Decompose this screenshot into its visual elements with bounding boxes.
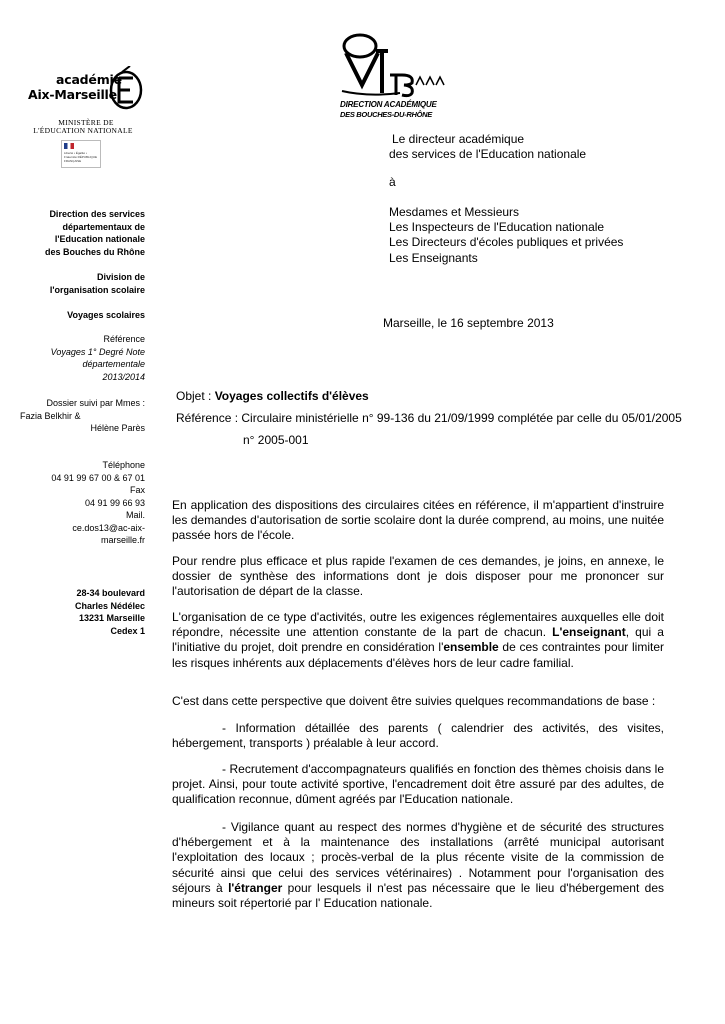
da13-logo [338, 33, 453, 123]
bullet-vigilance-part1: - Vigilance quant au respect des normes d'hygiène et de sécurité des structures d'hébergement et à la maintenance des installations (arrêté municipal autorisant l'exploitation des locaux ; procès-verbal de la plus récente visite de la commission de sécurité ainsi que celui des services vétérinaires) . Notamment pour l'organisation des séjours à [172, 820, 664, 895]
ministere-line1: MINISTÈRE DE [58, 118, 114, 127]
academie-logo-line1: académie [56, 72, 122, 87]
paragraph-1: En application des dispositions des circulaires citées en référence, il m'appartient d'instruire les demandes d'autorisation de sortie scolaire dont la durée comprend, au moins, une nuitée passée hors de l'école. [172, 498, 664, 543]
sidebar-voyages: Voyages scolaires [67, 310, 145, 320]
sender-block [389, 132, 586, 162]
sidebar-reference-line3: 2013/2014 [102, 371, 145, 382]
sidebar-mail-label: Mail. [125, 510, 145, 520]
academie-e-emblem-icon [108, 66, 144, 110]
objet-line [176, 389, 369, 403]
a-word: à [389, 175, 396, 189]
republique-text: Liberté • Égalité • Fraternité RÉPUBLIQUE FRANÇAISE [64, 151, 98, 163]
sidebar-service-line1: Direction des services [49, 209, 145, 219]
da13-logo-line2: DES BOUCHES-DU-RHÔNE [340, 110, 432, 119]
paragraph-3 [172, 610, 664, 671]
sidebar-division [20, 271, 145, 296]
sidebar-address-line4: Cedex 1 [110, 625, 145, 636]
bullet-recrutement: - Recrutement d'accompagnateurs qualifiés en fonction des thèmes choisis dans le projet. Ainsi, pour toute activité sportive, l'encadrement doit être assuré par des adultes, de qualification reconnue, dûment agréés par l'Education nationale. [172, 762, 664, 807]
bullet-information: - Information détaillée des parents ( calendrier des activités, des visites, hébergement, transports ) préalable à leur accord. [172, 721, 664, 751]
sidebar-service-line2: départementaux de [62, 221, 145, 232]
republique-logo [61, 140, 101, 168]
academie-logo [28, 60, 148, 170]
sidebar-dossier-line1: Dossier suivi par Mmes : [46, 398, 145, 408]
recipients-line3: Les Directeurs d'écoles publiques et privées [389, 235, 624, 250]
sidebar-dossier [20, 397, 145, 435]
sidebar-address-line3: 13231 Marseille [78, 613, 145, 623]
recipients-line1: Mesdames et Messieurs [389, 205, 520, 219]
sidebar-reference-label: Référence [103, 334, 145, 344]
bullet-vigilance-part2: pour lesquels il n'est pas nécessaire que le lieu d'hébergement des mineurs soit répertorié par l' Education nationale. [172, 880, 664, 911]
bullet-vigilance [172, 820, 664, 911]
reference-line: Référence : Circulaire ministérielle n° 99-136 du 21/09/1999 complétée par celle du 05/01/2005 [176, 411, 682, 425]
sidebar-address [20, 587, 145, 637]
republique-flag-icon [64, 143, 74, 149]
letter-date: Marseille, le 16 septembre 2013 [383, 316, 554, 330]
sidebar-dossier-line3: Hélène Parès [90, 423, 145, 433]
objet-value: Voyages collectifs d'élèves [214, 389, 369, 403]
sidebar-fax: 04 91 99 66 93 [84, 497, 145, 508]
recipients-line4: Les Enseignants [389, 250, 478, 265]
paragraph-3-ensemble: ensemble [443, 640, 499, 655]
ministere-line2: L'ÉDUCATION NATIONALE [33, 126, 133, 135]
sidebar-division-line1: Division de [96, 272, 145, 282]
recipients-block [389, 205, 623, 266]
sidebar-reference [20, 333, 145, 383]
sidebar-tel: 04 91 99 67 00 & 67 01 [51, 472, 145, 483]
sidebar-address-line1: 28-34 boulevard [76, 588, 145, 598]
objet-label: Objet : [176, 389, 215, 403]
paragraph-3-part2: , qui a l'initiative du projet, doit prendre en considération l' [172, 625, 664, 655]
sidebar-service [20, 208, 145, 258]
bullet-vigilance-etranger: l'étranger [228, 880, 283, 895]
sidebar-tel-label: Téléphone [102, 460, 145, 470]
sidebar-reference-line2: départementale [82, 359, 145, 369]
sidebar-service-line3: l'Education nationale [54, 234, 145, 244]
sidebar-mail-line1: ce.dos13@ac-aix- [72, 522, 145, 533]
sidebar-service-line4: des Bouches du Rhône [44, 246, 145, 257]
sender-line1: Le directeur académique [392, 132, 525, 146]
paragraph-2: Pour rendre plus efficace et plus rapide l'examen de ces demandes, je joins, en annexe, le dossier de synthèse des informations dont je dois disposer pour me prononcer sur l'autorisation de départ de la classe. [172, 554, 664, 599]
paragraph-3-part3: de ces contraintes pour limiter les risques inhérents aux déplacements d'élèves hors de leur cadre familial. [172, 640, 664, 670]
sidebar-dossier-line2: Fazia Belkhir & [20, 410, 81, 421]
sidebar-reference-line1: Voyages 1° Degré Note [50, 346, 145, 357]
sidebar-fax-label: Fax [129, 485, 145, 495]
sender-line2: des services de l'Education nationale [389, 147, 587, 162]
sidebar-division-line2: l'organisation scolaire [49, 284, 145, 295]
sidebar-contact [20, 459, 145, 547]
da13-emblem-icon [338, 33, 448, 99]
sidebar-mail-line2: marseille.fr [100, 535, 145, 545]
paragraph-3-part1: L'organisation de ce type d'activités, outre les exigences réglementaires auxquelles elle doit répondre, nécessite une attention constante de la part de chacun. [172, 610, 664, 640]
paragraph-4: C'est dans cette perspective que doivent être suivies quelques recommandations de base : [172, 694, 656, 708]
paragraph-3-enseignant: L'enseignant [552, 625, 626, 640]
reference-line2: n° 2005-001 [243, 433, 309, 447]
sidebar-address-line2: Charles Nédélec [74, 600, 145, 611]
da13-logo-line1: DIRECTION ACADÉMIQUE [340, 100, 437, 109]
academie-logo-line2: Aix-Marseille [28, 87, 117, 102]
recipients-line2: Les Inspecteurs de l'Education nationale [389, 220, 605, 235]
